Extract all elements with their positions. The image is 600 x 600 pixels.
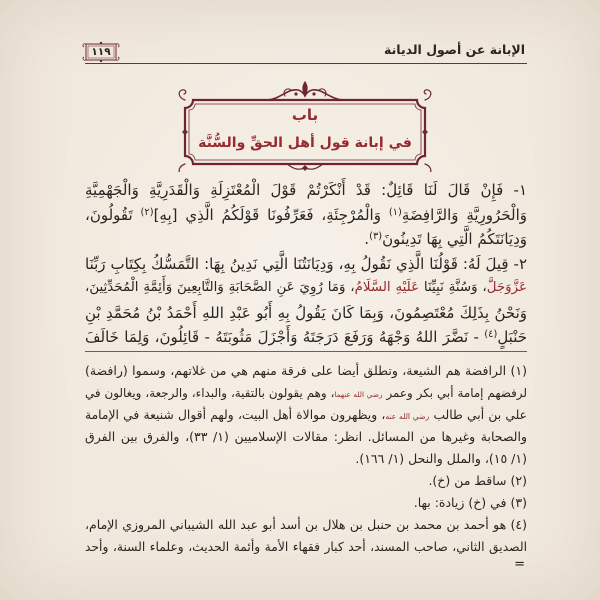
honorific-azza-wajal: عَزَّوَجَلَّ xyxy=(486,280,527,295)
footnote-line xyxy=(85,382,527,404)
running-header-title: الإبانة عن أصول الديانة xyxy=(383,42,525,57)
chapter-heading-frame xyxy=(175,80,435,172)
footnote-text: (٢) ساقط من (خ). xyxy=(428,473,527,488)
header-rule xyxy=(85,63,527,64)
footnote-text: (١) الرافضة هم الشيعة، وتطلق أيضا على فرقة منهم هي من غلاتهم، وسموا (رافضة) xyxy=(85,363,527,378)
footnote-text: ، وهم يقولون بالتقية، والبداء، والرجعة، ويغالون في xyxy=(85,386,335,400)
footnote-text: ، ويظهرون موالاة أهل البيت، ولهم أقوال شنيعة في الإمامة xyxy=(85,408,386,422)
footnote-line xyxy=(85,514,527,536)
footnote-line xyxy=(85,404,527,426)
chapter-label: باب xyxy=(291,106,319,124)
top-right-dot xyxy=(312,92,315,95)
text-segment: تَقُولُونَ، xyxy=(85,205,141,224)
footnote-line xyxy=(85,360,527,382)
text-segment: . xyxy=(364,230,370,248)
footnote-line xyxy=(85,426,527,448)
continuation-mark: = xyxy=(514,557,525,572)
footnote-separator xyxy=(85,351,527,352)
text-segment: - نَضَّرَ اللهُ وَجْهَهُ وَرَفَعَ دَرَجَتَهُ وَأَجْزَلَ مَثُوبَتَهُ - قَائِلُونَ، وَلِمَا خَالَفَ xyxy=(85,328,485,346)
chapter-title: في إبانة قول أهل الحقِّ والسُّنَّة xyxy=(198,135,412,151)
text-segment: ، وَسُنَّةِ نَبِيِّنَا xyxy=(419,280,487,295)
footnote-marker: (٤) xyxy=(484,329,498,341)
footnote-text: (١/ ١٥)، والملل والنحل (١/ ١٦٦). xyxy=(355,451,527,466)
top-left-dot xyxy=(294,92,297,95)
bottom-diamond xyxy=(302,165,308,171)
text-line xyxy=(85,178,527,203)
text-line xyxy=(85,325,527,350)
footnote-line xyxy=(85,470,527,492)
footnote-text: علي بن أبي طالب xyxy=(429,408,527,422)
page-number-box xyxy=(81,41,121,63)
footnote-line xyxy=(85,448,527,470)
main-text xyxy=(85,178,527,350)
text-segment: ١- فَإِنْ قَالَ لَنَا قَائِلٌ: قَدْ أَنْكَرْتُمْ قَوْلَ الْمُعْتَزِلَةِ وَالْقَدَرِيَّةِ وَالْجَهْمِيَّةِ xyxy=(85,181,527,199)
footnote-marker: (١) xyxy=(388,206,402,218)
footnote-text: والصحابة وغيرها من المسائل. انظر: مقالات الإسلاميين (١/ ٣٣)، والفرق بين الفرق xyxy=(85,429,527,444)
footnote-marker: (٣) xyxy=(369,231,383,243)
honorific-radi-allahu-anhu: رضي الله عنه xyxy=(385,412,430,421)
text-segment: ٢- قِيلَ لَهُ: قَوْلُنَا الَّذِي نَقُولُ بِهِ، وَدِيَانَتُنَا الَّتِي نَدِينُ بِهَا: التَّمَسُّكُ بِكِتَابِ رَبِّنَا xyxy=(85,254,527,273)
text-segment: وَالْحَرُورِيَّةِ وَالرَّافِضَةِ xyxy=(401,205,527,224)
honorific-alayhi-salam: عَلَيْهِ السَّلَامُ xyxy=(354,280,420,295)
text-segment: وَالْمُرْجِئَةِ، فَعَرِّفُونَا قَوْلَكُمُ الَّذِي [بِهِ] xyxy=(153,205,389,224)
footnote-text: (٣) في (خ) زيادة: بها. xyxy=(413,495,527,510)
text-segment: وَنَحْنُ بِذَلِكَ مُعْتَصِمُونَ، وَبِمَا كَانَ يَقُولُ بِهِ أَبُو عَبْدِ اللهِ أَحْمَدُ بْنُ مُحَمَّدِ بْنِ xyxy=(85,303,527,322)
footnote-marker: (٢) xyxy=(140,206,154,218)
footnote-line xyxy=(85,492,527,514)
text-line xyxy=(85,227,527,252)
text-line xyxy=(85,276,527,301)
text-segment: وَدِيَانَتَكُمُ الَّتِي بِهَا تَدِينُونَ xyxy=(382,230,527,248)
footnote-line xyxy=(85,536,527,558)
honorific-radi-allahu-anhuma: رضي الله عنهما xyxy=(334,390,383,399)
text-segment: حَنْبَلٍ xyxy=(497,328,527,346)
text-line xyxy=(85,252,527,277)
text-line xyxy=(85,301,527,326)
footnote-text: (٤) هو أحمد بن محمد بن حنبل بن هلال بن أسد أبو عبد الله الشيباني المروزي الإمام، xyxy=(85,517,527,532)
footnote-text: الصديق الثاني، صاحب المسند، أحد كبار فقهاء الأمة وأئمة الحديث، وعلماء السنة، وأحد xyxy=(85,540,527,554)
text-line xyxy=(85,203,527,228)
text-segment: ، وَمَا رُوِيَ عَنِ الصَّحَابَةِ وَالتَّابِعِينَ وَأَئِمَّةِ الْمُحَدِّثِينَ، xyxy=(85,280,355,295)
page-number: ١١٩ xyxy=(91,46,111,58)
footnote-text: لرفضهم إمامة أبي بكر وعمر xyxy=(382,386,527,400)
footnotes xyxy=(85,360,527,558)
